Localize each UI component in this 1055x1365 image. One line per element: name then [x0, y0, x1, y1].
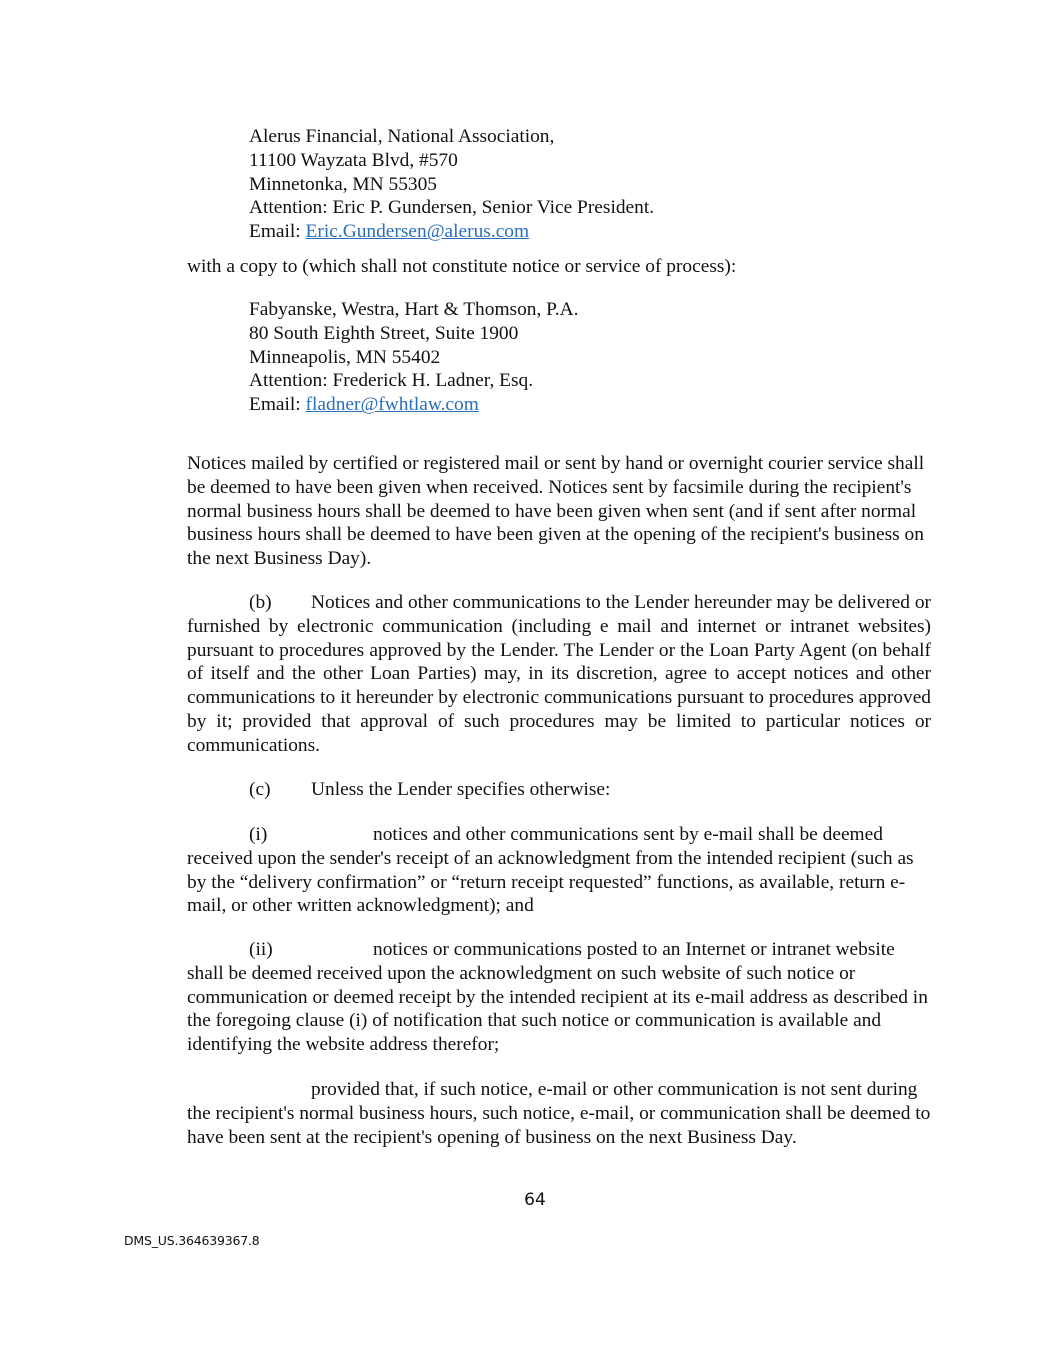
counsel-city: Minneapolis, MN 55402 [249, 346, 441, 368]
counsel-street: 80 South Eighth Street, Suite 1900 [249, 322, 519, 344]
delivery-paragraph: Notices mailed by certified or registered mail or sent by hand or overnight courier service shall be deemed to have been given when received. Notices sent by facsimile during the recipient's normal business hours shall be deemed to have been given when sent (and if sent after normal business hours shall be deemed to have been given at the opening of the recipient's business on the next Business Day). [187, 453, 925, 570]
lender-street: 11100 Wayzata Blvd, #570 [249, 149, 458, 171]
document-id: DMS_US.364639367.8 [124, 1233, 260, 1248]
page-number: 64 [524, 1190, 546, 1210]
clause-i-label: (i) [249, 824, 268, 845]
clause-i [187, 823, 931, 918]
clause-c-text: Unless the Lender specifies otherwise: [311, 779, 611, 800]
proviso-paragraph [187, 1078, 931, 1149]
counsel-name: Fabyanske, Westra, Hart & Thomson, P.A. [249, 299, 579, 320]
lender-name: Alerus Financial, National Association, [249, 126, 555, 147]
counsel-email-link[interactable]: fladner@fwhtlaw.com [305, 394, 479, 416]
counsel-address-block [249, 298, 579, 417]
email-label: Email: [249, 221, 306, 243]
proviso-text: provided that, if such notice, e-mail or other communication is not sent during the recipient's normal business hours, such notice, e-mail, or communication shall be deemed to have been sent at the recipient's opening of business on the next Business Day. [187, 1079, 931, 1148]
clause-b [187, 591, 931, 758]
clause-ii-label: (ii) [249, 939, 273, 960]
clause-ii [187, 938, 931, 1057]
clause-b-text: Notices and other communications to the Lender hereunder may be delivered or furnished by electronic communication (including e mail and internet or intranet websites) pursuant to procedures approved by the Lender. The Lender or the Loan Party Agent (on behalf of itself and the other Loan Parties) may, in its discretion, agree to accept notices and other communications to it hereunder by electronic communications pursuant to procedures approved by it; provided that approval of such procedures may be limited to particular notices or communications. [187, 592, 931, 756]
clause-i-text: notices and other communications sent by e-mail shall be deemed received upon the sender's receipt of an acknowledgment from the intended recipient (such as by the “delivery confirmation” or “return receipt requested” functions, as available, return e-mail, or other written acknowledgment); and [187, 824, 914, 917]
clause-b-label: (b) [249, 592, 272, 613]
lender-email-link[interactable]: Eric.Gundersen@alerus.com [305, 221, 530, 243]
lender-attention: Attention: Eric P. Gundersen, Senior Vice President. [249, 197, 655, 219]
lender-address-block [249, 125, 654, 244]
clause-c [187, 778, 931, 802]
counsel-attention: Attention: Frederick H. Ladner, Esq. [249, 370, 534, 392]
clause-ii-text: notices or communications posted to an Internet or intranet website shall be deemed received upon the acknowledgment on such website of such notice or communication or deemed receipt by the intended recipient at its e-mail address as described in the foregoing clause (i) of notification that such notice or communication is available and identifying the website address therefor; [187, 939, 928, 1056]
counsel-email-line [249, 393, 579, 417]
copy-intro: with a copy to (which shall not constitute notice or service of process): [187, 256, 737, 277]
email-label: Email: [249, 394, 306, 416]
clause-c-label: (c) [249, 779, 271, 800]
lender-email-line [249, 220, 654, 244]
lender-city: Minnetonka, MN 55305 [249, 173, 437, 195]
